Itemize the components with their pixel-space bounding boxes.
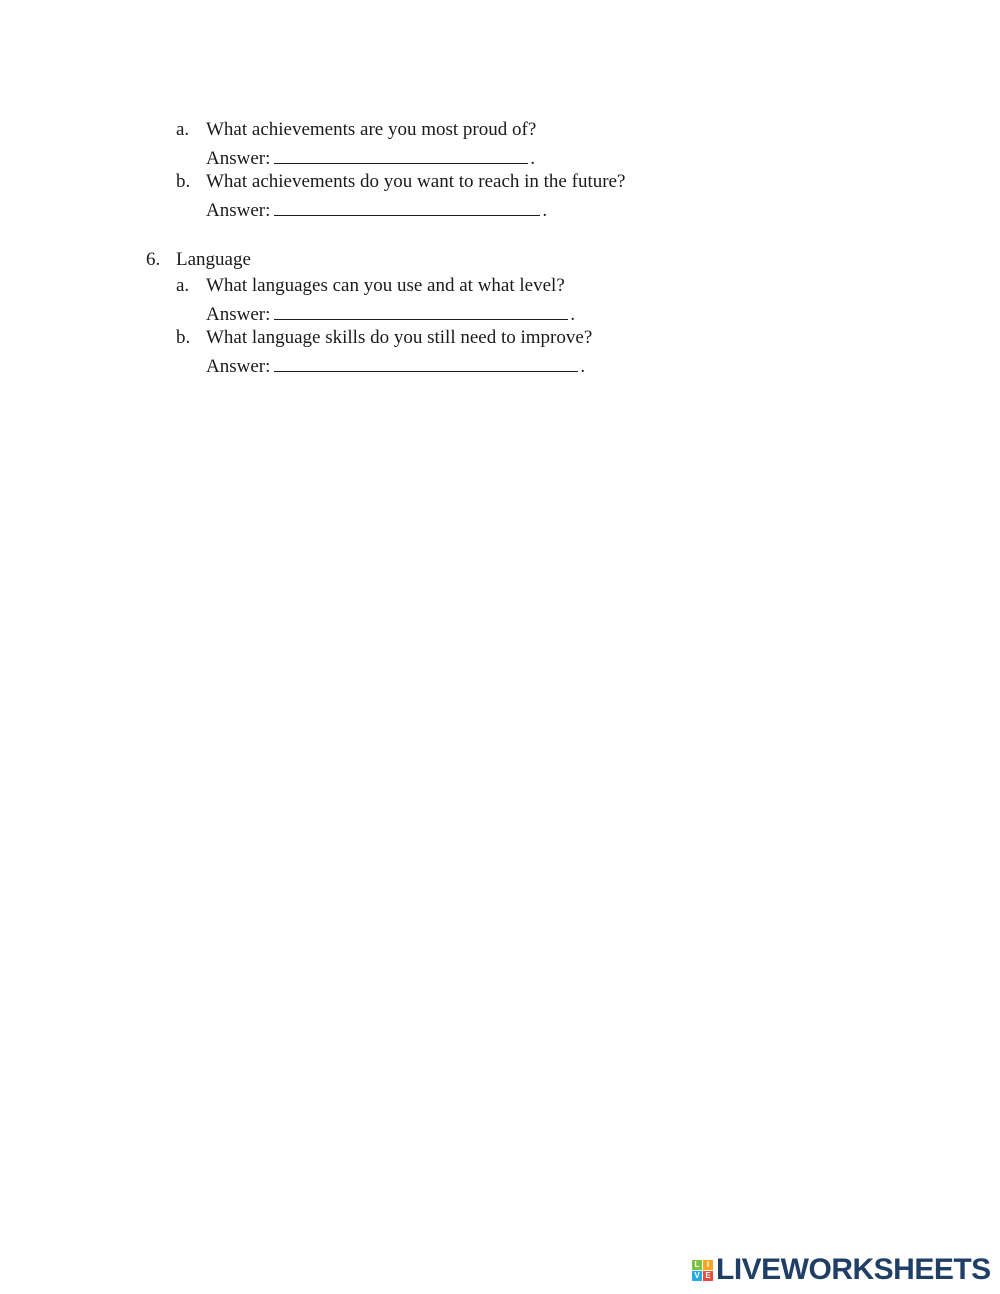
- answer-period: .: [530, 148, 536, 169]
- badge-letter: V: [692, 1271, 702, 1281]
- question-text: What achievements are you most proud of?: [206, 119, 537, 140]
- live-badge-icon: [692, 1260, 713, 1281]
- question-text: What languages can you use and at what level?: [206, 275, 565, 296]
- question-6b: [176, 327, 190, 349]
- answer-period: .: [570, 304, 576, 325]
- question-6a: [176, 275, 189, 297]
- answer-label: Answer:: [206, 356, 271, 377]
- question-text: What achievements do you want to reach in the future?: [206, 171, 626, 192]
- question-text: What language skills do you still need to improve?: [206, 327, 593, 348]
- brand-name: LIVEWORKSHEETS: [716, 1253, 991, 1286]
- answer-input-5a[interactable]: [274, 145, 528, 164]
- answer-input-6a[interactable]: [274, 301, 568, 320]
- answer-input-5b[interactable]: [274, 197, 540, 216]
- answer-row-6a: [206, 301, 575, 326]
- item-marker: b.: [176, 327, 191, 348]
- answer-label: Answer:: [206, 148, 271, 169]
- question-5b: [176, 171, 190, 193]
- answer-period: .: [542, 200, 548, 221]
- liveworksheets-logo: [692, 1255, 991, 1285]
- answer-label: Answer:: [206, 200, 271, 221]
- answer-row-5b: [206, 197, 547, 222]
- answer-input-6b[interactable]: [274, 353, 578, 372]
- item-marker: a.: [176, 119, 190, 140]
- badge-letter: I: [703, 1260, 713, 1270]
- section-title: Language: [176, 249, 251, 270]
- question-5a: [176, 119, 189, 141]
- item-marker: a.: [176, 275, 190, 296]
- answer-period: .: [580, 356, 586, 377]
- answer-label: Answer:: [206, 304, 271, 325]
- item-marker: b.: [176, 171, 191, 192]
- section-number: 6.: [146, 249, 161, 270]
- answer-row-6b: [206, 353, 585, 378]
- badge-letter: E: [703, 1271, 713, 1281]
- answer-row-5a: [206, 145, 535, 170]
- badge-letter: L: [692, 1260, 702, 1270]
